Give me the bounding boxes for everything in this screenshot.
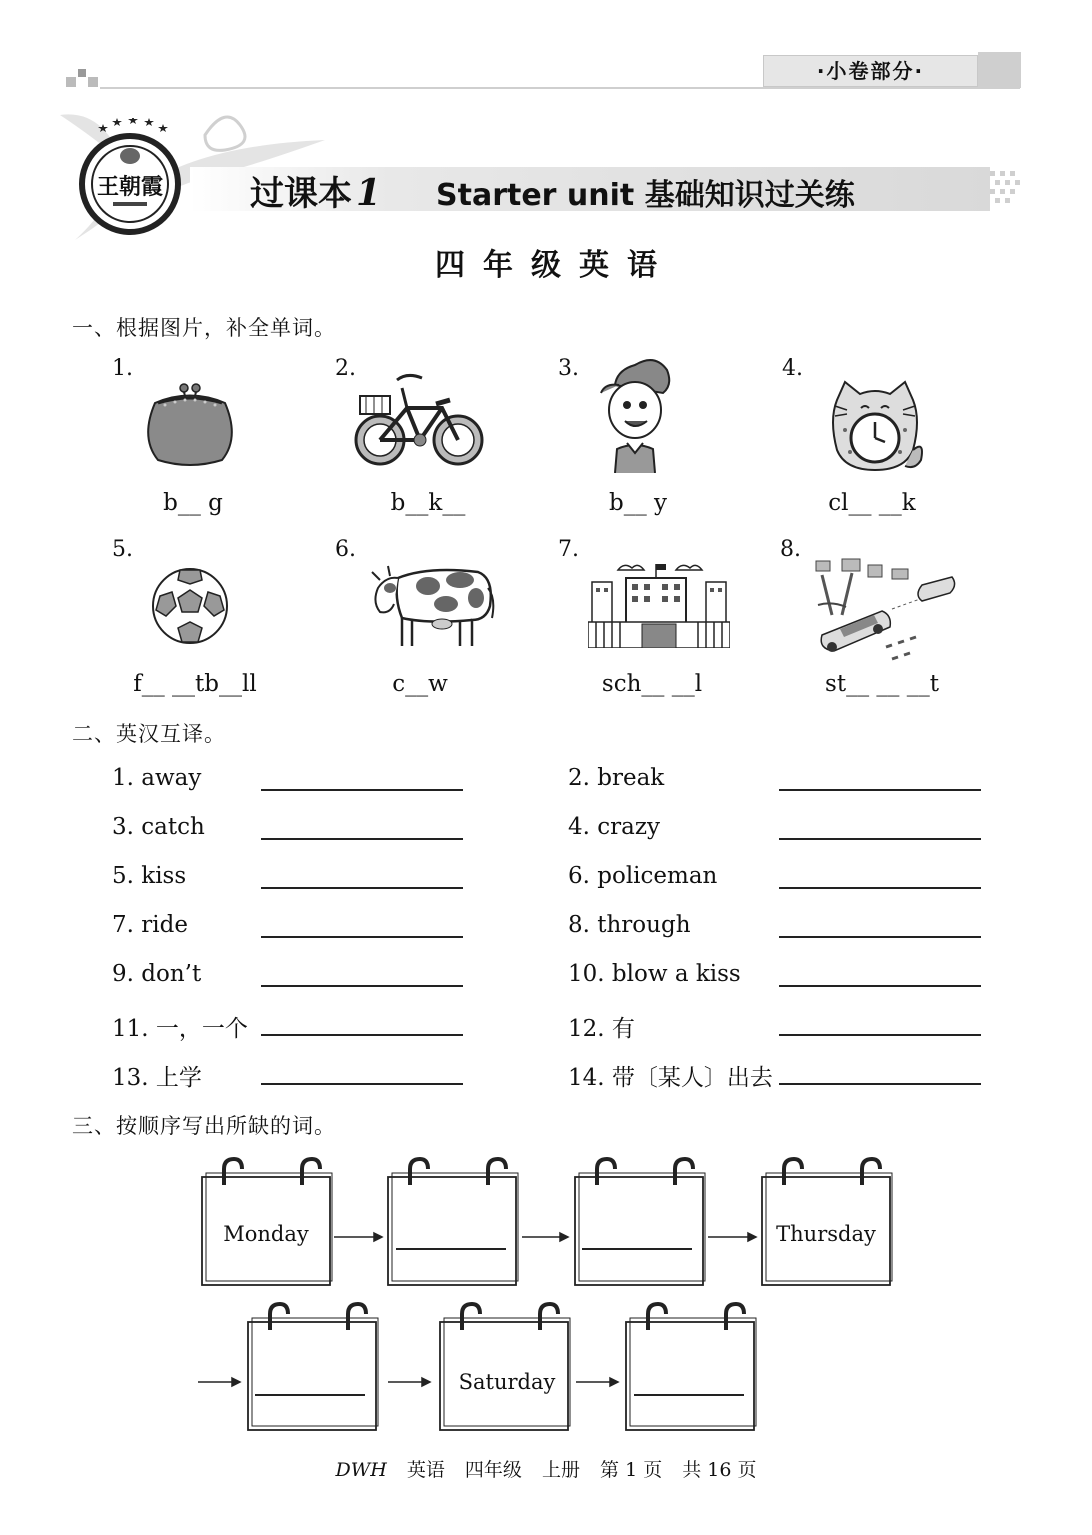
clock-icon bbox=[825, 380, 925, 472]
translation-item: 13. 上学 bbox=[112, 1065, 202, 1091]
answer-line[interactable] bbox=[261, 789, 463, 791]
item-number: 7. bbox=[558, 537, 579, 562]
section2-heading: 二、英汉互译。 bbox=[72, 722, 226, 746]
title-dots-decoration bbox=[988, 167, 1024, 211]
item-number: 1. bbox=[112, 356, 133, 381]
calendar-row-2 bbox=[196, 1300, 766, 1435]
lesson-title-text: 过课本 bbox=[250, 174, 352, 214]
calendar-answer-line[interactable] bbox=[582, 1248, 692, 1250]
header-rule bbox=[100, 87, 1020, 89]
translation-item: 7. ride bbox=[112, 912, 188, 938]
cow-icon bbox=[368, 558, 496, 650]
word-blank: c__w bbox=[392, 671, 448, 697]
purse-icon bbox=[140, 378, 240, 468]
item-number: 4. bbox=[782, 356, 803, 381]
word-blank: st__ __ __t bbox=[825, 671, 939, 697]
translation-item: 2. break bbox=[568, 765, 665, 791]
answer-line[interactable] bbox=[261, 838, 463, 840]
grade-heading: 四年级英语 bbox=[435, 248, 675, 283]
answer-line[interactable] bbox=[779, 985, 981, 987]
word-blank: f__ __tb__ll bbox=[133, 671, 257, 697]
answer-line[interactable] bbox=[261, 887, 463, 889]
translation-item: 12. 有 bbox=[568, 1016, 635, 1042]
calendar-label: Saturday bbox=[458, 1370, 556, 1394]
answer-line[interactable] bbox=[779, 789, 981, 791]
football-icon bbox=[150, 566, 230, 646]
answer-line[interactable] bbox=[779, 838, 981, 840]
footer-brand: DWH bbox=[335, 1459, 387, 1481]
calendar-answer-line[interactable] bbox=[396, 1248, 506, 1250]
item-number: 8. bbox=[780, 537, 801, 562]
section3-heading: 三、按顺序写出所缺的词。 bbox=[72, 1114, 336, 1138]
item-number: 6. bbox=[335, 537, 356, 562]
footer-page: 第 1 页 bbox=[600, 1459, 663, 1481]
translation-item: 11. 一，一个 bbox=[112, 1016, 248, 1042]
answer-line[interactable] bbox=[779, 887, 981, 889]
translation-item: 6. policeman bbox=[568, 863, 718, 889]
corner-decoration bbox=[66, 63, 106, 89]
calendar-answer-line[interactable] bbox=[255, 1394, 365, 1396]
footer-grade: 四年级 bbox=[464, 1459, 522, 1481]
item-number: 2. bbox=[335, 356, 356, 381]
item-number: 5. bbox=[112, 537, 133, 562]
boy-icon bbox=[595, 355, 675, 473]
section1-heading: 一、根据图片，补全单词。 bbox=[72, 316, 336, 340]
word-blank: b__k__ bbox=[390, 490, 466, 516]
word-blank: b__ y bbox=[608, 490, 668, 516]
answer-line[interactable] bbox=[261, 936, 463, 938]
svg-text:王朝霞: 王朝霞 bbox=[96, 174, 164, 200]
calendar-label: Thursday bbox=[776, 1222, 876, 1246]
translation-item: 8. through bbox=[568, 912, 691, 938]
translation-item: 14. 带〔某人〕出去 bbox=[568, 1065, 773, 1091]
footer-total: 共 16 页 bbox=[682, 1459, 757, 1481]
translation-item: 4. crazy bbox=[568, 814, 660, 840]
lesson-title bbox=[250, 166, 381, 215]
section-tag: ·小卷部分· bbox=[763, 55, 978, 87]
answer-line[interactable] bbox=[261, 985, 463, 987]
tag-decoration bbox=[978, 52, 1021, 88]
lesson-number: 1 bbox=[356, 172, 382, 214]
calendar-label: Monday bbox=[223, 1222, 309, 1246]
translation-item: 3. catch bbox=[112, 814, 205, 840]
school-icon bbox=[588, 562, 730, 648]
item-number: 3. bbox=[558, 356, 579, 381]
answer-line[interactable] bbox=[261, 1083, 463, 1085]
translation-item: 5. kiss bbox=[112, 863, 187, 889]
translation-item: 10. blow a kiss bbox=[568, 961, 741, 987]
answer-line[interactable] bbox=[779, 1034, 981, 1036]
footer-volume: 上册 bbox=[541, 1459, 580, 1481]
bike-icon bbox=[352, 368, 492, 473]
translation-item: 1. away bbox=[112, 765, 202, 791]
answer-line[interactable] bbox=[779, 1083, 981, 1085]
word-blank: sch__ __l bbox=[601, 671, 703, 697]
answer-line[interactable] bbox=[261, 1034, 463, 1036]
publisher-logo bbox=[78, 118, 183, 236]
calendar-answer-line[interactable] bbox=[634, 1394, 744, 1396]
word-blank: b__ g bbox=[163, 490, 223, 516]
footer-subject: 英语 bbox=[406, 1459, 445, 1481]
lesson-subtitle: Starter unit 基础知识过关练 bbox=[436, 178, 855, 213]
word-blank: cl__ __k bbox=[828, 490, 916, 516]
street-icon bbox=[812, 555, 958, 663]
answer-line[interactable] bbox=[779, 936, 981, 938]
translation-item: 9. don’t bbox=[112, 961, 202, 987]
page-footer bbox=[0, 1455, 1092, 1482]
